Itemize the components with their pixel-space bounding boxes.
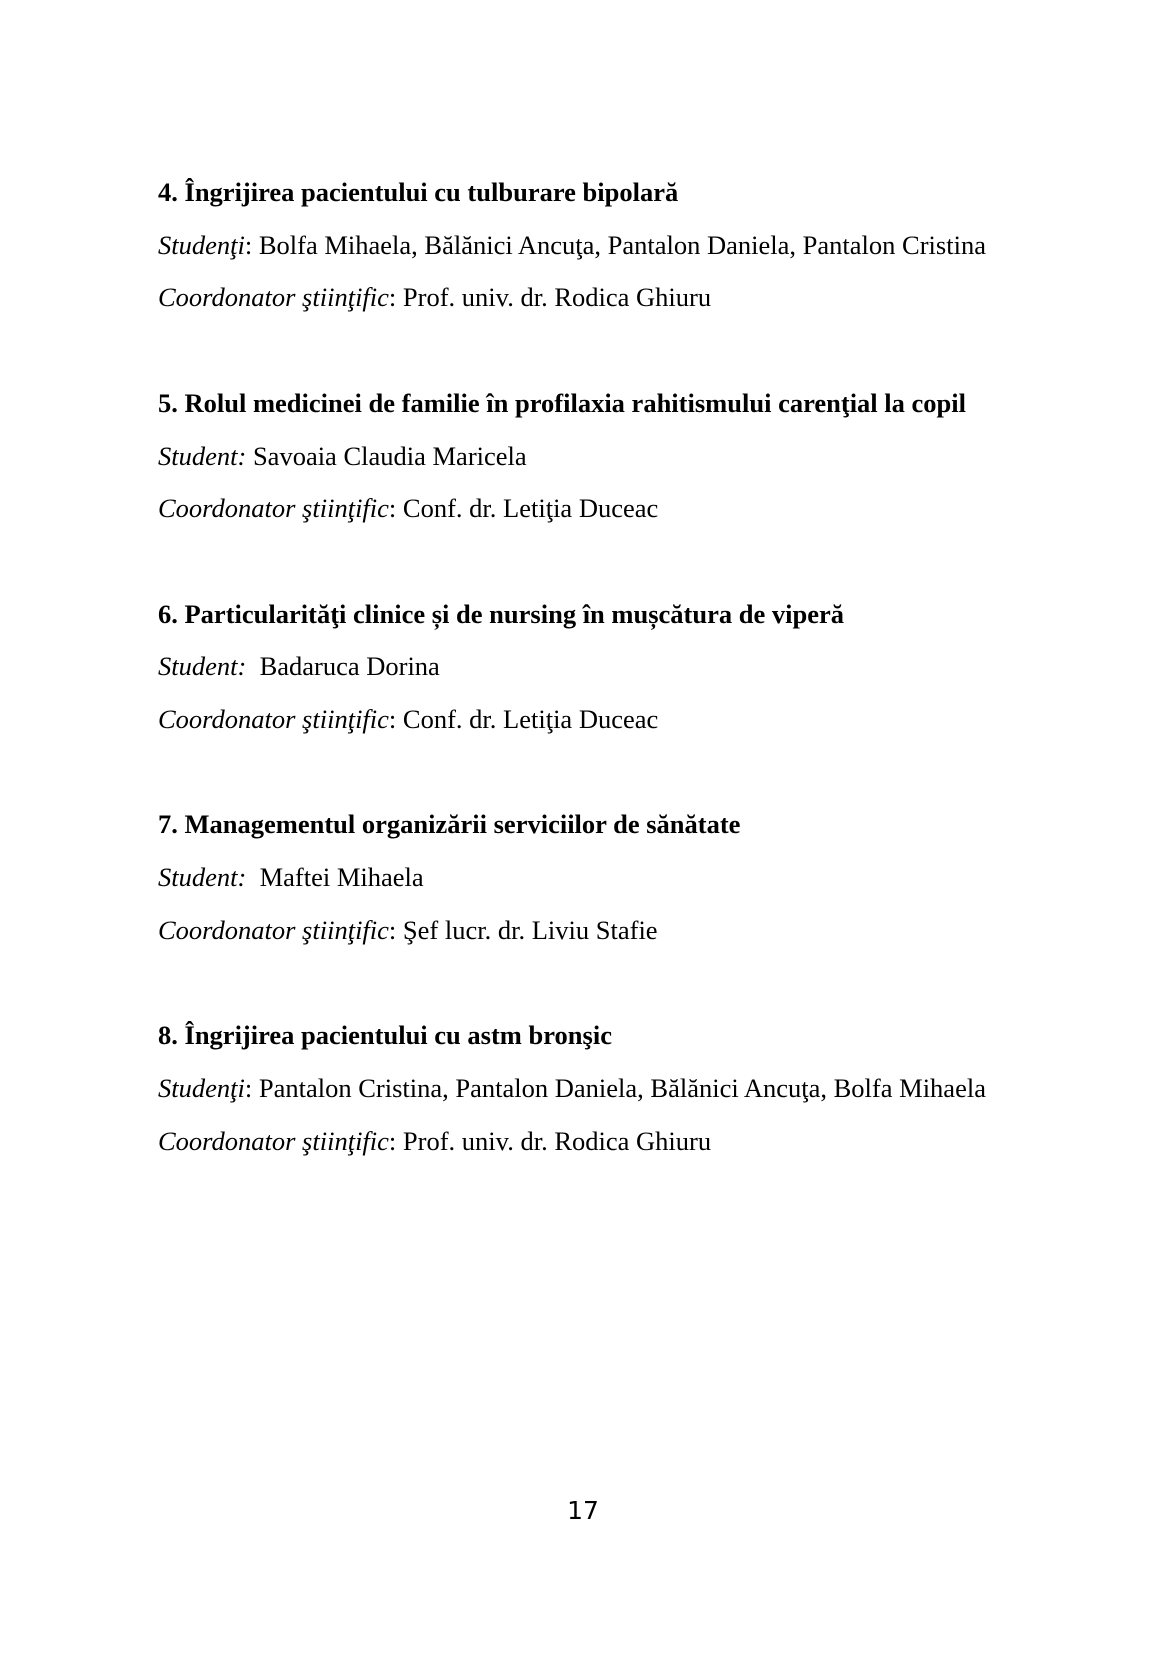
coordinator-label: Coordonator ştiinţific [158,914,389,945]
students-names: Bolfa Mihaela, Bălănici Ancuţa, Pantalon Daniela, Pantalon Cristina [258,229,986,260]
coordinator-line [158,1115,1028,1168]
students-label: Student: [158,651,247,682]
document-page [158,166,1028,1220]
coordinator-name: Conf. dr. Letiţia Duceac [402,704,659,734]
coordinator-line [158,482,1028,535]
entry-title: 4. Îngrijirea pacientului cu tulburare bipolară [158,177,679,207]
label-colon: : [388,1125,397,1156]
students-line [158,1062,1028,1115]
students-label: Studenţi [158,1072,245,1103]
coordinator-name: Şef lucr. dr. Liviu Stafie [402,914,658,945]
students-line [158,430,1028,483]
students-names: Pantalon Cristina, Pantalon Daniela, Bălănici Ancuţa, Bolfa Mihaela [258,1072,986,1103]
coordinator-label: Coordonator ştiinţific [158,493,389,524]
coordinator-line [158,904,1028,957]
label-colon: : [388,493,397,524]
page-number: 17 [567,1496,599,1525]
label-colon: : [244,229,253,260]
coordinator-line [158,693,1028,746]
entry-7 [158,798,1028,956]
coordinator-name: Conf. dr. Letiţia Duceac [402,493,659,524]
coordinator-name: Prof. univ. dr. Rodica Ghiuru [402,1125,712,1156]
label-colon: : [244,1072,253,1103]
entry-title: 6. Particularităţi clinice și de nursing în mușcătura de viperă [158,598,845,629]
label-colon: : [388,282,397,313]
label-colon: : [388,704,397,734]
students-line [158,851,1028,904]
coordinator-line [158,271,1028,324]
coordinator-name: Prof. univ. dr. Rodica Ghiuru [402,282,712,313]
students-names: Savoaia Claudia Maricela [252,440,527,471]
students-label: Student: [158,862,247,893]
entry-8 [158,1009,1028,1167]
label-colon: : [388,914,397,945]
coordinator-label: Coordonator ştiinţific [158,704,389,734]
students-label: Student: [158,440,247,471]
coordinator-label: Coordonator ştiinţific [158,282,389,313]
students-label: Studenţi [158,229,245,260]
entry-title: 7. Managementul organizării serviciilor de sănătate [158,809,741,840]
entry-5 [158,377,1028,535]
entry-4 [158,166,1028,324]
students-names: Badaruca Dorina [259,651,440,682]
students-line [158,640,1028,693]
coordinator-label: Coordonator ştiinţific [158,1125,389,1156]
entry-title: 5. Rolul medicinei de familie în profilaxia rahitismului carenţial la copil [158,387,967,418]
students-line [158,219,1028,272]
students-names: Maftei Mihaela [259,862,424,893]
entry-6 [158,588,1028,746]
entry-title: 8. Îngrijirea pacientului cu astm bronşic [158,1020,612,1051]
